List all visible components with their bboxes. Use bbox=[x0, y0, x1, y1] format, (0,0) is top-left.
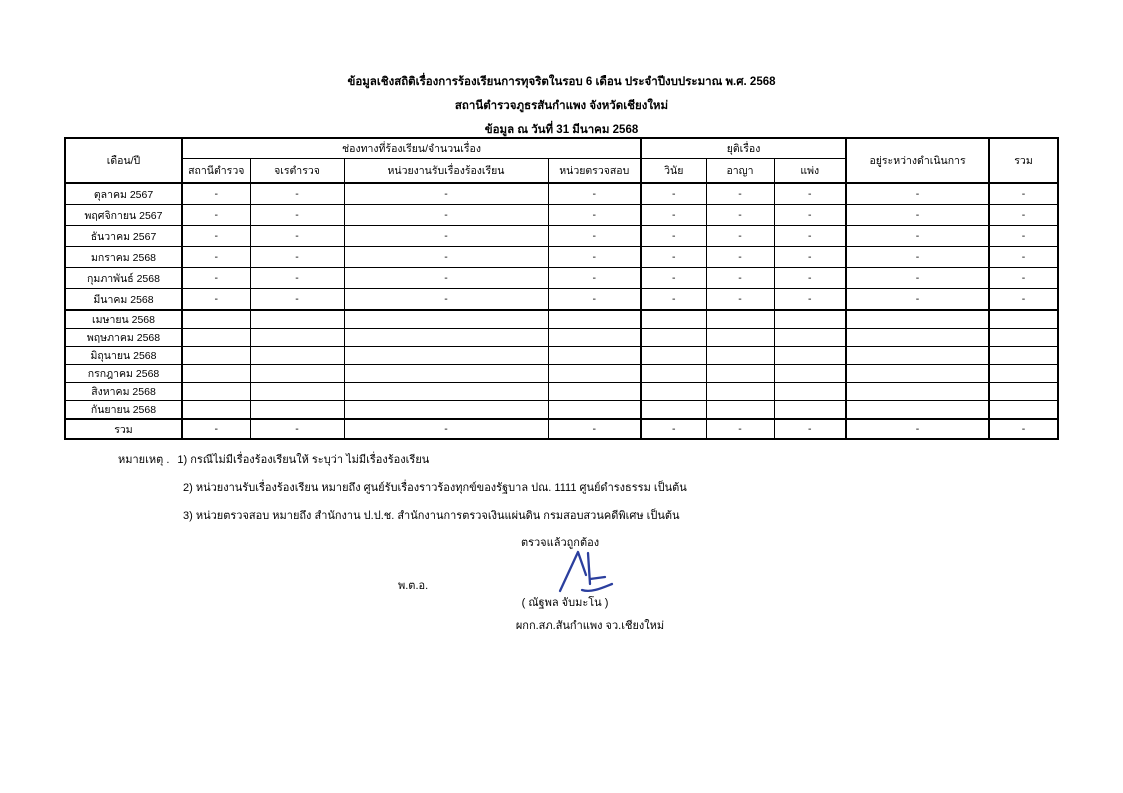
title-block bbox=[0, 70, 1123, 142]
value-cell: - bbox=[774, 247, 846, 268]
col-header-total: รวม bbox=[989, 138, 1058, 183]
col-header-inspector-general: จเรตำรวจ bbox=[250, 159, 344, 184]
signer-name: ( ณัฐพล จับมะโน ) bbox=[521, 597, 609, 609]
value-cell bbox=[774, 383, 846, 401]
table-row bbox=[65, 383, 1058, 401]
value-cell bbox=[344, 401, 548, 420]
value-cell bbox=[641, 347, 706, 365]
value-cell: - bbox=[774, 289, 846, 311]
value-cell bbox=[641, 401, 706, 420]
value-cell bbox=[989, 383, 1058, 401]
value-cell bbox=[182, 329, 250, 347]
value-cell: - bbox=[774, 205, 846, 226]
value-cell bbox=[989, 329, 1058, 347]
value-cell bbox=[706, 329, 774, 347]
value-cell: - bbox=[641, 183, 706, 205]
value-cell: - bbox=[182, 226, 250, 247]
table-row bbox=[65, 183, 1058, 205]
table-row bbox=[65, 329, 1058, 347]
value-cell: - bbox=[344, 247, 548, 268]
value-cell: - bbox=[344, 419, 548, 439]
footnote-prefix: หมายเหตุ . bbox=[118, 454, 170, 466]
value-cell: - bbox=[641, 268, 706, 289]
verified-label: ตรวจแล้วถูกต้อง bbox=[520, 537, 600, 549]
value-cell bbox=[641, 310, 706, 329]
value-cell: - bbox=[182, 205, 250, 226]
value-cell: - bbox=[846, 226, 989, 247]
col-header-criminal: อาญา bbox=[706, 159, 774, 184]
value-cell: - bbox=[182, 247, 250, 268]
month-cell: มิถุนายน 2568 bbox=[65, 347, 182, 365]
value-cell bbox=[344, 347, 548, 365]
value-cell bbox=[846, 310, 989, 329]
value-cell bbox=[774, 401, 846, 420]
value-cell: - bbox=[774, 268, 846, 289]
table-row bbox=[65, 268, 1058, 289]
value-cell bbox=[641, 365, 706, 383]
value-cell bbox=[548, 329, 641, 347]
value-cell: - bbox=[344, 205, 548, 226]
value-cell bbox=[250, 310, 344, 329]
value-cell: - bbox=[182, 289, 250, 311]
table-row bbox=[65, 247, 1058, 268]
value-cell bbox=[182, 383, 250, 401]
value-cell bbox=[182, 310, 250, 329]
value-cell bbox=[344, 365, 548, 383]
value-cell: - bbox=[641, 289, 706, 311]
col-header-in-progress: อยู่ระหว่างดำเนินการ bbox=[846, 138, 989, 183]
value-cell bbox=[250, 401, 344, 420]
value-cell: - bbox=[250, 268, 344, 289]
table-row bbox=[65, 226, 1058, 247]
month-cell: กุมภาพันธ์ 2568 bbox=[65, 268, 182, 289]
value-cell: - bbox=[989, 268, 1058, 289]
value-cell: - bbox=[548, 226, 641, 247]
value-cell bbox=[548, 310, 641, 329]
value-cell bbox=[182, 401, 250, 420]
value-cell: - bbox=[641, 419, 706, 439]
month-cell: กรกฎาคม 2568 bbox=[65, 365, 182, 383]
value-cell: - bbox=[846, 247, 989, 268]
table-row bbox=[65, 310, 1058, 329]
value-cell bbox=[344, 329, 548, 347]
value-cell: - bbox=[989, 183, 1058, 205]
value-cell bbox=[989, 310, 1058, 329]
value-cell: - bbox=[706, 247, 774, 268]
value-cell bbox=[344, 383, 548, 401]
value-cell: - bbox=[548, 205, 641, 226]
value-cell: - bbox=[344, 289, 548, 311]
value-cell: - bbox=[989, 205, 1058, 226]
value-cell bbox=[344, 310, 548, 329]
table-row bbox=[65, 289, 1058, 311]
table-row bbox=[65, 205, 1058, 226]
col-header-complaint-agency: หน่วยงานรับเรื่องร้องเรียน bbox=[344, 159, 548, 184]
value-cell: - bbox=[641, 226, 706, 247]
value-cell: - bbox=[989, 419, 1058, 439]
value-cell bbox=[846, 401, 989, 420]
value-cell bbox=[548, 347, 641, 365]
value-cell: - bbox=[774, 419, 846, 439]
value-cell: - bbox=[846, 419, 989, 439]
value-cell bbox=[706, 383, 774, 401]
value-cell: - bbox=[846, 205, 989, 226]
value-cell bbox=[182, 347, 250, 365]
footnotes bbox=[118, 446, 687, 530]
value-cell: - bbox=[250, 247, 344, 268]
month-cell: ตุลาคม 2567 bbox=[65, 183, 182, 205]
value-cell bbox=[706, 347, 774, 365]
col-header-police-station: สถานีตำรวจ bbox=[182, 159, 250, 184]
document-title: ข้อมูลเชิงสถิติเรื่องการร้องเรียนการทุจริตในรอบ 6 เดือน ประจำปีงบประมาณ พ.ศ. 2568 bbox=[347, 76, 776, 88]
value-cell: - bbox=[250, 205, 344, 226]
value-cell: - bbox=[774, 226, 846, 247]
value-cell: - bbox=[846, 289, 989, 311]
value-cell bbox=[641, 329, 706, 347]
value-cell bbox=[548, 401, 641, 420]
value-cell: - bbox=[182, 183, 250, 205]
value-cell bbox=[846, 365, 989, 383]
value-cell: - bbox=[706, 419, 774, 439]
value-cell: - bbox=[846, 268, 989, 289]
station-title: สถานีตำรวจภูธรสันกำแพง จังหวัดเชียงใหม่ bbox=[454, 100, 669, 112]
value-cell bbox=[548, 383, 641, 401]
value-cell: - bbox=[989, 226, 1058, 247]
month-cell: ธันวาคม 2567 bbox=[65, 226, 182, 247]
value-cell: - bbox=[989, 289, 1058, 311]
value-cell bbox=[989, 347, 1058, 365]
col-header-disciplinary: วินัย bbox=[641, 159, 706, 184]
value-cell: - bbox=[641, 247, 706, 268]
month-cell: พฤศจิกายน 2567 bbox=[65, 205, 182, 226]
value-cell: - bbox=[182, 268, 250, 289]
value-cell bbox=[774, 310, 846, 329]
complaint-statistics-table bbox=[64, 137, 1059, 440]
data-as-of-date: ข้อมูล ณ วันที่ 31 มีนาคม 2568 bbox=[484, 124, 639, 136]
value-cell: - bbox=[548, 419, 641, 439]
value-cell: - bbox=[641, 205, 706, 226]
value-cell: - bbox=[706, 226, 774, 247]
value-cell: - bbox=[548, 183, 641, 205]
value-cell bbox=[182, 365, 250, 383]
col-group-case-closed: ยุติเรื่อง bbox=[641, 138, 846, 159]
value-cell: - bbox=[250, 183, 344, 205]
col-header-month: เดือน/ปี bbox=[65, 138, 182, 183]
value-cell: - bbox=[706, 268, 774, 289]
value-cell bbox=[846, 329, 989, 347]
value-cell bbox=[989, 401, 1058, 420]
value-cell: - bbox=[548, 268, 641, 289]
footnote-2: 2) หน่วยงานรับเรื่องร้องเรียน หมายถึง ศูนย์รับเรื่องราวร้องทุกข์ของรัฐบาล ปณ. 1111 ศูนย์ดำรงธรรม เป็นต้น bbox=[183, 482, 687, 494]
month-cell: พฤษภาคม 2568 bbox=[65, 329, 182, 347]
value-cell bbox=[706, 365, 774, 383]
month-cell: กันยายน 2568 bbox=[65, 401, 182, 420]
signer-position: ผกก.สภ.สันกำแพง จว.เชียงใหม่ bbox=[515, 620, 665, 632]
table-row bbox=[65, 401, 1058, 420]
value-cell: - bbox=[548, 247, 641, 268]
month-cell: มกราคม 2568 bbox=[65, 247, 182, 268]
footnote-3: 3) หน่วยตรวจสอบ หมายถึง สำนักงาน ป.ป.ช. สำนักงานการตรวจเงินแผ่นดิน กรมสอบสวนคดีพิเศษ เป็นต้น bbox=[183, 510, 680, 522]
month-cell: สิงหาคม 2568 bbox=[65, 383, 182, 401]
signature-icon bbox=[556, 546, 618, 596]
month-cell: มีนาคม 2568 bbox=[65, 289, 182, 311]
month-cell: เมษายน 2568 bbox=[65, 310, 182, 329]
value-cell: - bbox=[250, 289, 344, 311]
value-cell bbox=[774, 329, 846, 347]
month-cell: รวม bbox=[65, 419, 182, 439]
value-cell: - bbox=[250, 419, 344, 439]
value-cell: - bbox=[344, 226, 548, 247]
value-cell: - bbox=[846, 183, 989, 205]
value-cell bbox=[706, 310, 774, 329]
value-cell: - bbox=[706, 183, 774, 205]
signer-rank: พ.ต.อ. bbox=[398, 580, 429, 592]
value-cell: - bbox=[182, 419, 250, 439]
value-cell bbox=[250, 365, 344, 383]
header-group-row bbox=[65, 138, 1058, 159]
value-cell bbox=[250, 347, 344, 365]
table-row bbox=[65, 365, 1058, 383]
value-cell: - bbox=[774, 183, 846, 205]
value-cell: - bbox=[989, 247, 1058, 268]
value-cell: - bbox=[706, 289, 774, 311]
table-body bbox=[65, 183, 1058, 439]
value-cell bbox=[846, 347, 989, 365]
col-header-civil: แพ่ง bbox=[774, 159, 846, 184]
value-cell: - bbox=[344, 268, 548, 289]
value-cell: - bbox=[250, 226, 344, 247]
col-header-audit-unit: หน่วยตรวจสอบ bbox=[548, 159, 641, 184]
value-cell bbox=[774, 365, 846, 383]
value-cell bbox=[250, 329, 344, 347]
value-cell: - bbox=[344, 183, 548, 205]
value-cell bbox=[250, 383, 344, 401]
footnote-line bbox=[118, 446, 687, 474]
value-cell: - bbox=[706, 205, 774, 226]
value-cell bbox=[774, 347, 846, 365]
value-cell: - bbox=[548, 289, 641, 311]
value-cell bbox=[548, 365, 641, 383]
value-cell bbox=[706, 401, 774, 420]
table-row bbox=[65, 347, 1058, 365]
value-cell bbox=[641, 383, 706, 401]
value-cell bbox=[846, 383, 989, 401]
value-cell bbox=[989, 365, 1058, 383]
col-group-channel: ช่องทางที่ร้องเรียน/จำนวนเรื่อง bbox=[182, 138, 641, 159]
table-row-total bbox=[65, 419, 1058, 439]
footnote-1: 1) กรณีไม่มีเรื่องร้องเรียนให้ ระบุว่า ไม่มีเรื่องร้องเรียน bbox=[177, 454, 430, 466]
